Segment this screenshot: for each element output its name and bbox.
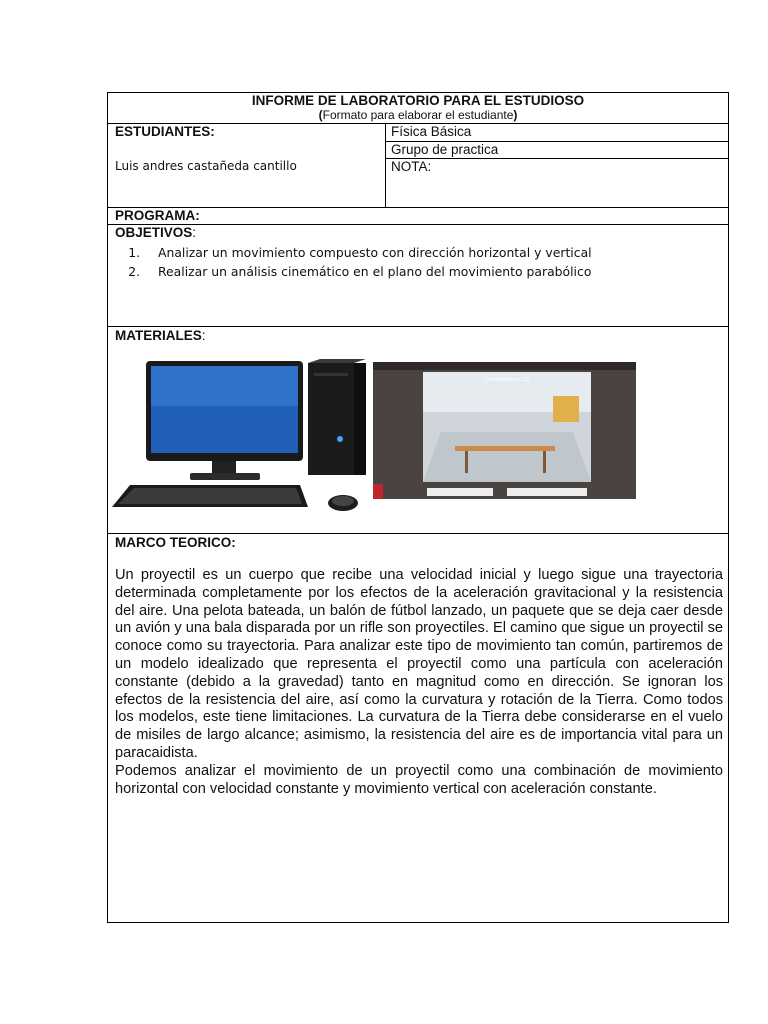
students-label: ESTUDIANTES: [115,124,215,139]
objective-item: 1. Analizar un movimiento compuesto con dirección horizontal y vertical [144,243,592,262]
student-name: Luis andres castañeda cantillo [115,159,297,173]
column-divider [385,123,386,207]
theory-label: MARCO TEORICO: [115,535,236,550]
divider [108,326,728,327]
theory-paragraph-2: Podemos analizar el movimiento de un proyectil como una combinación de movimiento horizontal con velocidad constante y movimiento vertical con aceleración constante. [115,763,723,797]
divider [108,224,728,225]
divider [385,158,728,159]
divider [108,533,728,534]
group-cell: Grupo de practica [391,142,499,157]
objectives-label: OBJETIVOS: [115,225,197,240]
objective-item: 2. Realizar un análisis cinemático en el plano del movimiento parabólico [144,262,592,281]
materials-label: MATERIALES: [115,328,206,343]
program-label: PROGRAMA: [115,208,200,223]
report-title: INFORME DE LABORATORIO PARA EL ESTUDIOSO [251,93,585,108]
app-title: Cinemática en 3D [484,377,530,383]
materials-images [108,357,638,517]
divider [108,207,728,208]
subject-cell: Física Básica [391,124,472,139]
grade-label: NOTA: [391,159,432,174]
lab-report-form [107,92,729,923]
report-subtitle: (Formato para elaborar el estudiante) [318,108,518,122]
simulation-screenshot [373,362,636,499]
objectives-list [128,243,592,281]
theory-paragraph-1: Un proyectil es un cuerpo que recibe una velocidad inicial y luego sigue una trayectoria determinada completamente por los efectos de la aceleración gravitacional y la resistencia del aire. Una pelota bateada, un balón de fútbol lanzado, un paquete que se deja caer desde un avión y una bala disparada por un rifle son proyectiles. El camino que sigue un proyectil se conoce como su trayectoria. Para analizar este tipo de movimiento tan común, partiremos de un modelo idealizado que representa el proyectil como una partícula con aceleración constante (debido a la gravedad) tanto en magnitud como en dirección. Se ignoran los efectos de la resistencia del aire, así como la curvatura y rotación de la Tierra. Como todos los modelos, este tiene limitaciones. La curvatura de la Tierra debe considerarse en el vuelo de misiles de largo alcance; asimismo, la resistencia del aire es de importancia vital para un paracaidista. [115,567,723,761]
